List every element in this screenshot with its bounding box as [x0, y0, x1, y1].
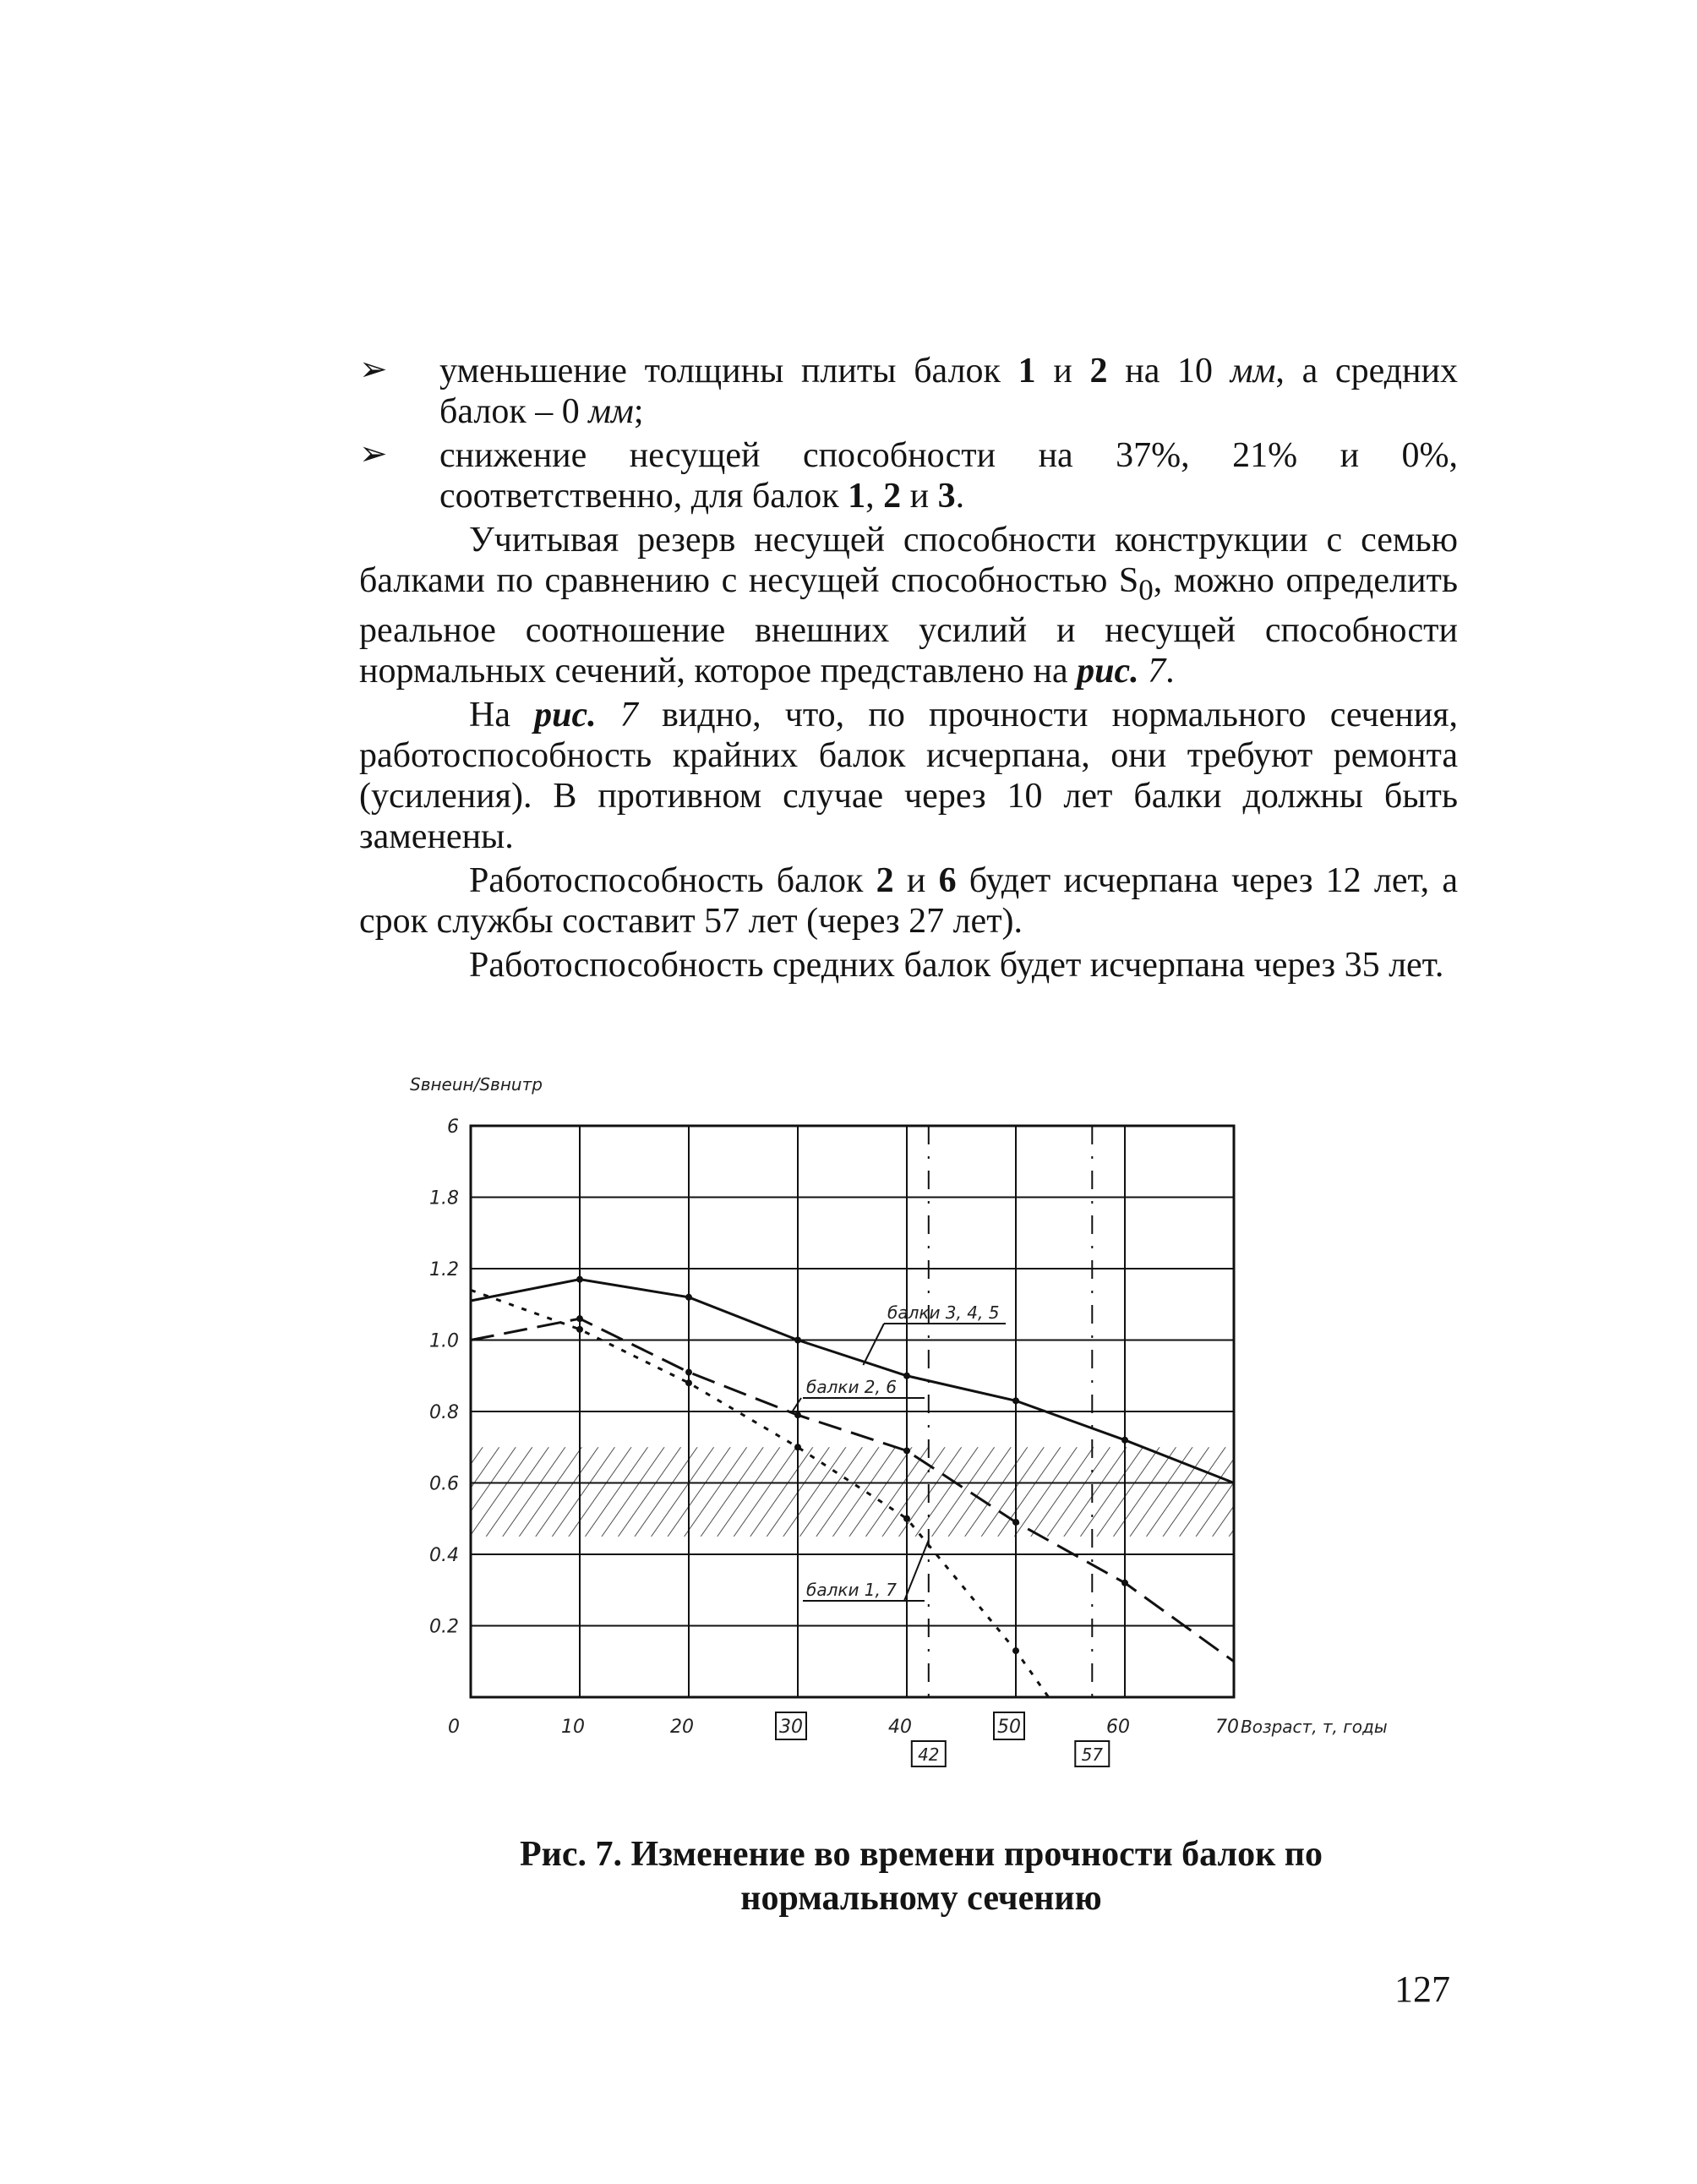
- y-axis-title: Sвнеuн/Sвнuтр: [410, 1074, 543, 1095]
- y-tick-label: 6: [447, 1117, 459, 1138]
- series-point: [685, 1379, 692, 1386]
- series-point: [794, 1444, 801, 1450]
- series-annotation: балки 3, 4, 5: [887, 1302, 1000, 1323]
- marker-tick-label: 57: [1081, 1744, 1104, 1765]
- series-point: [1121, 1580, 1128, 1586]
- caption-line-2: нормальному сечению: [740, 1879, 1102, 1918]
- text-run: рис.: [1077, 652, 1139, 691]
- figure-caption: [372, 1832, 1471, 1920]
- figure-7-chart: [397, 1073, 1437, 1800]
- text-run: 1: [1018, 352, 1036, 390]
- series-point: [794, 1337, 801, 1344]
- text-run: видно, что, по прочности нормального сечения, работоспособность крайних балок исчерпана, они требуют ремонта (усиления). В противном случае через 10 лет балки должны быть заменены.: [359, 696, 1458, 857]
- y-tick-label: 1.2: [429, 1259, 459, 1280]
- page-number: 127: [1394, 1968, 1450, 2010]
- series-annotation: балки 2, 6: [806, 1377, 897, 1397]
- series-point: [576, 1276, 583, 1283]
- y-tick-label: 1.0: [429, 1330, 459, 1352]
- bullet-item: [359, 435, 1458, 516]
- paragraph: [359, 695, 1458, 857]
- x-tick-label: 10: [561, 1717, 585, 1738]
- paragraph: [359, 860, 1458, 942]
- text-run: 2: [883, 477, 902, 516]
- hatched-band: [471, 1447, 1234, 1537]
- series-point: [903, 1373, 910, 1379]
- x-tick-label: 60: [1106, 1717, 1130, 1738]
- text-run: снижение несущей способности на 37%, 21% и 0%, соответственно, для балок: [439, 436, 1458, 516]
- x-tick-label: 0: [448, 1717, 460, 1738]
- chart-svg: [397, 1073, 1437, 1800]
- annotation-leader: [904, 1540, 929, 1601]
- text-run: ,: [865, 477, 884, 516]
- text-run: на 10: [1107, 352, 1230, 390]
- series-point: [576, 1326, 583, 1333]
- series-point: [1012, 1519, 1019, 1526]
- text-run: 2: [1089, 352, 1108, 390]
- x-tick-label: 20: [670, 1717, 694, 1738]
- text-run: 7: [619, 696, 638, 735]
- paragraph: [359, 945, 1458, 986]
- text-run: На: [469, 696, 535, 735]
- text-run: [597, 696, 620, 734]
- caption-line-1: Рис. 7. Изменение во времени прочности балок по: [520, 1835, 1323, 1874]
- series-point: [903, 1515, 910, 1522]
- y-tick-label: 0.8: [429, 1402, 459, 1423]
- paragraph: [359, 520, 1458, 691]
- annotation-leader: [793, 1398, 801, 1411]
- text-run: мм: [1230, 352, 1276, 390]
- series-point: [794, 1411, 801, 1418]
- text-run: и: [901, 477, 938, 516]
- text-run: и: [893, 861, 939, 901]
- x-tick-label: 30: [779, 1717, 803, 1738]
- text-run: Работоспособность балок: [469, 861, 876, 901]
- text-run: 1: [848, 477, 866, 516]
- series-point: [576, 1315, 583, 1322]
- text-run: 6: [938, 861, 957, 901]
- paragraphs: [359, 520, 1458, 986]
- series-point: [1012, 1397, 1019, 1404]
- text-run: .: [1165, 652, 1175, 691]
- y-tick-label: 0.4: [429, 1545, 459, 1566]
- series-point: [685, 1294, 692, 1301]
- body-text: [359, 351, 1458, 989]
- text-run: [1139, 652, 1149, 691]
- text-run: Учитывая резерв несущей способности конструкции с семью балками по сравнению с несущей способностью S: [359, 521, 1458, 600]
- x-tick-label: 50: [997, 1717, 1021, 1738]
- text-run: .: [955, 477, 965, 516]
- text-run: , а средних балок – 0: [439, 352, 1458, 431]
- annotation-leader: [863, 1324, 884, 1365]
- text-run: Работоспособность средних балок будет исчерпана через 35 лет.: [469, 946, 1444, 986]
- marker-tick-label: 42: [918, 1744, 940, 1765]
- y-tick-label: 0.2: [429, 1616, 459, 1638]
- y-tick-label: 1.8: [429, 1188, 459, 1209]
- text-run: будет исчерпана через 12 лет, а срок службы составит 57 лет (через 27 лет).: [359, 861, 1458, 942]
- text-run: и: [1035, 352, 1090, 390]
- series-point: [1121, 1437, 1128, 1444]
- arrow-bullet-icon: ➢: [359, 350, 388, 388]
- text-run: 7: [1148, 652, 1166, 691]
- series-point: [685, 1369, 692, 1376]
- series-annotation: балки 1, 7: [806, 1580, 897, 1600]
- text-run: уменьшение толщины плиты балок: [439, 352, 1018, 390]
- x-axis-title: Возраст, т, годы: [1241, 1717, 1388, 1737]
- text-run: 2: [876, 861, 894, 901]
- text-run: рис.: [534, 696, 597, 735]
- text-run: ;: [633, 392, 644, 431]
- bullet-item: [359, 351, 1458, 432]
- text-run: 3: [937, 477, 956, 516]
- y-tick-label: 0.6: [429, 1473, 459, 1495]
- text-run: 0: [1138, 573, 1154, 607]
- series-point: [903, 1447, 910, 1454]
- arrow-bullet-icon: ➢: [359, 434, 388, 472]
- bullet-list: [359, 351, 1458, 516]
- text-run: , можно определить реальное соотношение внешних усилий и несущей способности нормальных сечений, которое представлено на: [359, 561, 1459, 691]
- text-run: мм: [588, 392, 634, 431]
- series-point: [1012, 1647, 1019, 1654]
- x-tick-label: 70: [1215, 1717, 1239, 1738]
- x-tick-label: 40: [888, 1717, 912, 1738]
